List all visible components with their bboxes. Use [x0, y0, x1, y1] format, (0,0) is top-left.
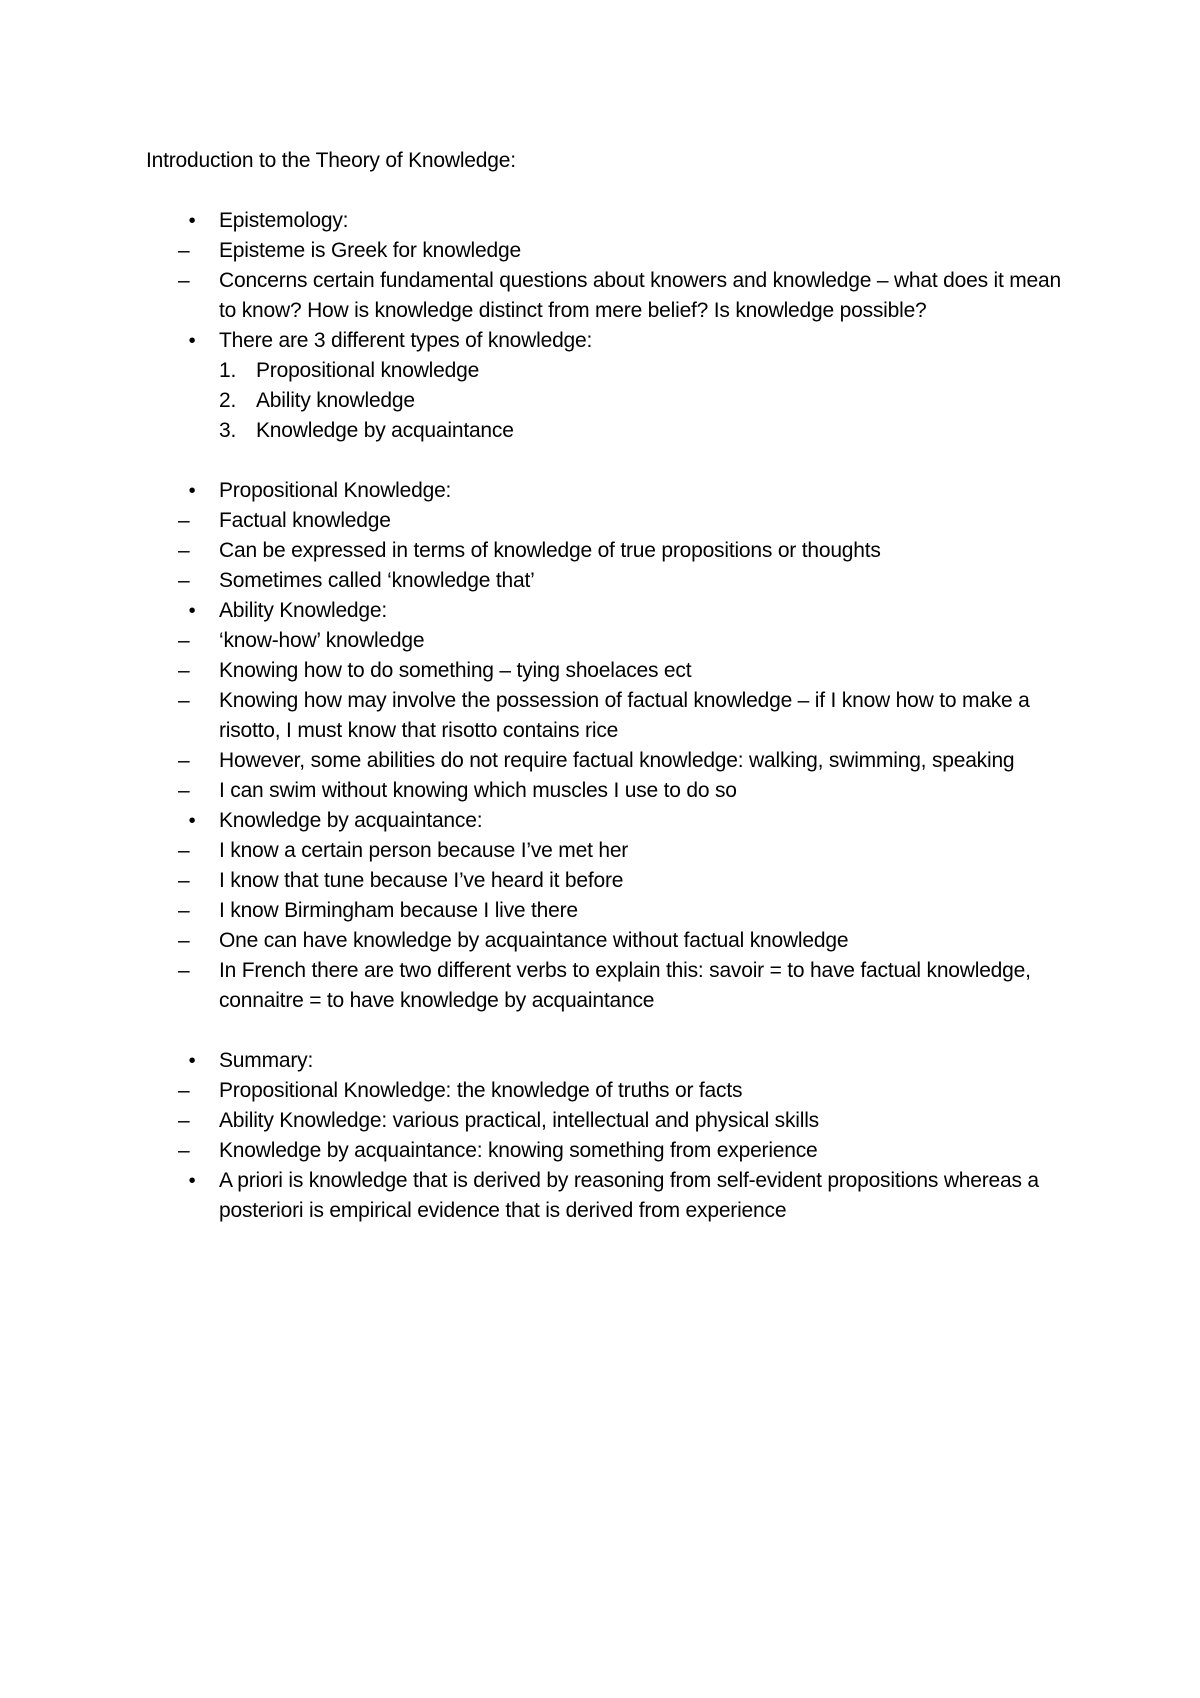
list-item-text: However, some abilities do not require factual knowledge: walking, swimming, speaking	[219, 749, 1015, 772]
item-number: 2.	[219, 389, 237, 412]
dash-icon: –	[178, 779, 190, 802]
bullet-icon: •	[188, 1170, 196, 1192]
dash-icon: –	[178, 629, 190, 652]
section-heading: A priori is knowledge that is derived by reasoning from self-evident propositions whereas a posteriori is empirical evidence that is derived from experience	[219, 1169, 1039, 1222]
list-item	[146, 1136, 1076, 1166]
numbered-item	[219, 356, 1076, 386]
item-number: 1.	[219, 359, 237, 382]
dash-icon: –	[178, 899, 190, 922]
section-ability-knowledge	[146, 596, 1076, 626]
blank-line	[146, 446, 1076, 476]
section-heading: Knowledge by acquaintance:	[219, 809, 483, 832]
sub-list	[146, 836, 1076, 1016]
list-item-text: I know a certain person because I’ve met her	[219, 839, 629, 862]
numbered-item-text: Ability knowledge	[256, 389, 415, 412]
numbered-item-text: Propositional knowledge	[256, 359, 480, 382]
list-item	[146, 626, 1076, 656]
list-item	[146, 866, 1076, 896]
list-item	[146, 506, 1076, 536]
list-item	[146, 536, 1076, 566]
list-item	[146, 1106, 1076, 1136]
bullet-icon: •	[188, 810, 196, 832]
bullet-icon: •	[188, 480, 196, 502]
bullet-icon: •	[188, 1050, 196, 1072]
dash-icon: –	[178, 239, 190, 262]
list-item-text: Sometimes called ‘knowledge that’	[219, 569, 535, 592]
dash-icon: –	[178, 869, 190, 892]
bullet-icon: •	[188, 330, 196, 352]
bullet-icon: •	[188, 210, 196, 232]
list-item	[146, 236, 1076, 266]
section-summary	[146, 1046, 1076, 1076]
dash-icon: –	[178, 929, 190, 952]
section-epistemology	[146, 206, 1076, 236]
list-item	[146, 896, 1076, 926]
list-item	[146, 956, 1076, 1016]
section-heading: Epistemology:	[219, 209, 349, 232]
list-item-text: Knowledge by acquaintance: knowing something from experience	[219, 1139, 818, 1162]
dash-icon: –	[178, 1079, 190, 1102]
numbered-item	[219, 386, 1076, 416]
list-item-text: I know that tune because I’ve heard it before	[219, 869, 624, 892]
blank-line	[146, 1016, 1076, 1046]
document-body	[146, 146, 1076, 1226]
document-title: Introduction to the Theory of Knowledge:	[146, 149, 516, 172]
list-item-text: I can swim without knowing which muscles I use to do so	[219, 779, 737, 802]
list-item-text: Propositional Knowledge: the knowledge of truths or facts	[219, 1079, 743, 1102]
section-knowledge-by-acquaintance	[146, 806, 1076, 836]
section-heading: Ability Knowledge:	[219, 599, 387, 622]
sub-list	[146, 236, 1076, 326]
list-item-text: One can have knowledge by acquaintance without factual knowledge	[219, 929, 849, 952]
list-item	[146, 1076, 1076, 1106]
list-item	[146, 836, 1076, 866]
dash-icon: –	[178, 569, 190, 592]
list-item-text: Episteme is Greek for knowledge	[219, 239, 521, 262]
section-a-priori	[146, 1166, 1076, 1226]
list-item-text: Factual knowledge	[219, 509, 391, 532]
item-number: 3.	[219, 419, 237, 442]
list-item	[146, 566, 1076, 596]
list-item-text: Ability Knowledge: various practical, intellectual and physical skills	[219, 1109, 819, 1132]
list-item	[146, 656, 1076, 686]
section-types-of-knowledge	[146, 326, 1076, 446]
sub-list	[146, 506, 1076, 596]
list-item-text: Knowing how may involve the possession of factual knowledge – if I know how to make a risotto, I must know that risotto contains rice	[219, 689, 1030, 742]
section-heading: There are 3 different types of knowledge:	[219, 329, 593, 352]
list-item-text: I know Birmingham because I live there	[219, 899, 578, 922]
list-item-text: Can be expressed in terms of knowledge of true propositions or thoughts	[219, 539, 881, 562]
sub-list	[146, 1076, 1076, 1166]
list-item	[146, 926, 1076, 956]
list-item	[146, 686, 1076, 746]
dash-icon: –	[178, 509, 190, 532]
section-heading: Summary:	[219, 1049, 314, 1072]
bullet-icon: •	[188, 600, 196, 622]
list-item-text: In French there are two different verbs to explain this: savoir = to have factual knowledge, connaitre = to have knowledge by acquaintance	[219, 959, 1031, 1012]
list-item	[146, 266, 1076, 326]
section-propositional-knowledge	[146, 476, 1076, 506]
dash-icon: –	[178, 1139, 190, 1162]
list-item-text: ‘know-how’ knowledge	[219, 629, 425, 652]
numbered-item	[219, 416, 1076, 446]
list-item-text: Concerns certain fundamental questions about knowers and knowledge – what does it mean to know? How is knowledge distinct from mere belief? Is knowledge possible?	[219, 269, 1061, 322]
list-item-text: Knowing how to do something – tying shoelaces ect	[219, 659, 692, 682]
section-heading: Propositional Knowledge:	[219, 479, 452, 502]
list-item	[146, 746, 1076, 776]
dash-icon: –	[178, 749, 190, 772]
dash-icon: –	[178, 1109, 190, 1132]
list-item	[146, 776, 1076, 806]
numbered-item-text: Knowledge by acquaintance	[256, 419, 514, 442]
dash-icon: –	[178, 689, 190, 712]
sub-list	[146, 626, 1076, 806]
dash-icon: –	[178, 839, 190, 862]
dash-icon: –	[178, 659, 190, 682]
dash-icon: –	[178, 269, 190, 292]
dash-icon: –	[178, 959, 190, 982]
dash-icon: –	[178, 539, 190, 562]
